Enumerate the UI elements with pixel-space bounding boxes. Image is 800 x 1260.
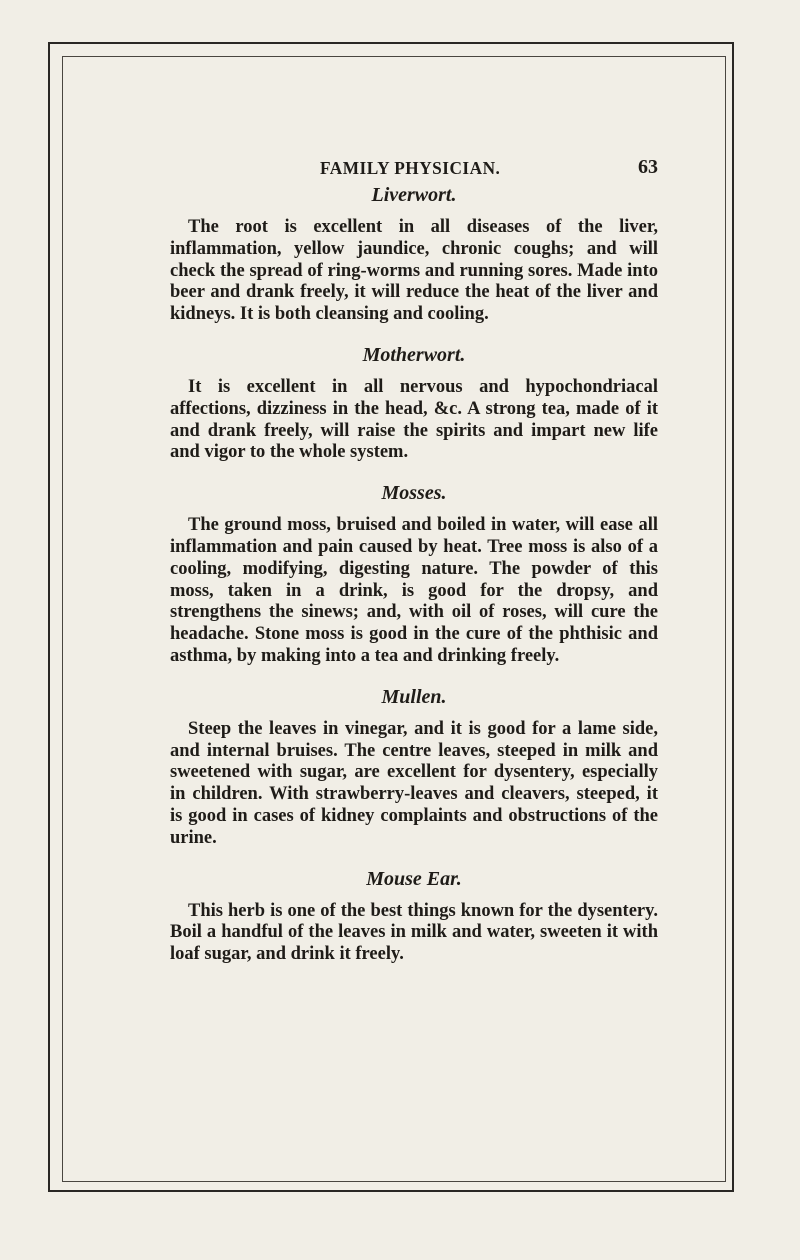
- entry-title: Mosses.: [381, 482, 447, 505]
- entry-mosses: [170, 482, 658, 668]
- entry-mouse-ear: [170, 868, 658, 966]
- entry-mullen: [170, 686, 658, 850]
- book-page: [170, 150, 658, 984]
- entry-body: Steep the leaves in vinegar, and it is good for a lame side, and internal bruises. The centre leaves, steeped in milk and sweetened with sugar, are excellent for dysentery, especially in children. With strawberry-leaves and cleavers, steeped, it is good in cases of kidney complaints and obstructions of the urine.: [170, 718, 658, 848]
- entry-body: The ground moss, bruised and boiled in water, will ease all inflammation and pain caused by heat. Tree moss is also of a cooling, modifying, digesting nature. The powder of this moss, taken in a drink, is good for the dropsy, and strengthens the sinews; and, with oil of roses, will cure the headache. Stone moss is good in the cure of the phthisic and asthma, by making into a tea and drinking freely.: [170, 515, 658, 666]
- entry-body: This herb is one of the best things known for the dysentery. Boil a handful of the leaves in milk and water, sweeten it with loaf sugar, and drink it freely.: [170, 900, 658, 965]
- entry-liverwort: [170, 184, 658, 326]
- entry-body: The root is excellent in all diseases of the liver, inflammation, yellow jaundice, chronic coughs; and will check the spread of ring-worms and running sores. Made into beer and drank freely, it will reduce the heat of the liver and kidneys. It is both cleansing and cooling.: [170, 217, 658, 325]
- entry-motherwort: [170, 344, 658, 464]
- entry-title: Mouse Ear.: [366, 867, 462, 890]
- entry-body: It is excellent in all nervous and hypochondriacal affections, dizziness in the head, &c. A strong tea, made of it and drank freely, will raise the spirits and impart new life and vigor to the whole system.: [170, 376, 658, 463]
- running-head: [170, 150, 658, 182]
- running-title: FAMILY PHYSICIAN.: [320, 158, 501, 178]
- entry-title: Mullen.: [381, 685, 447, 708]
- page-number: 63: [638, 156, 658, 178]
- entry-title: Liverwort.: [371, 184, 457, 206]
- entry-title: Motherwort.: [362, 343, 466, 366]
